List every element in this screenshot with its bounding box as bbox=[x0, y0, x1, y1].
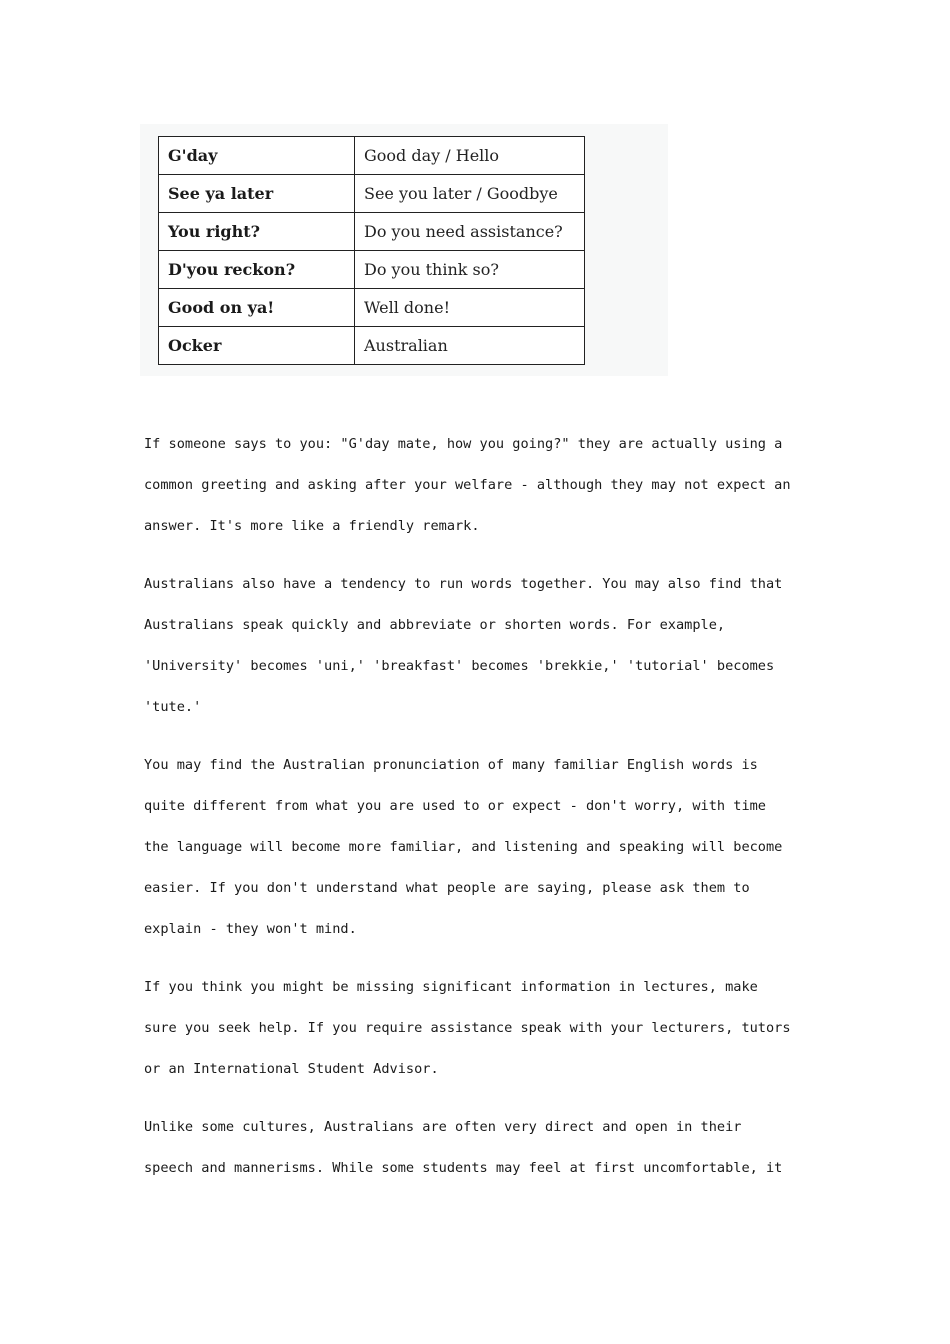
table-row bbox=[159, 137, 585, 175]
slang-meaning: Australian bbox=[355, 327, 585, 365]
text-line: Australians speak quickly and abbreviate or shorten words. For example, bbox=[144, 617, 726, 633]
text-line: 'University' becomes 'uni,' 'breakfast' becomes 'brekkie,' 'tutorial' becomes bbox=[144, 658, 775, 674]
text-line: You may find the Australian pronunciation of many familiar English words is bbox=[144, 757, 758, 773]
slang-meaning: Well done! bbox=[355, 289, 585, 327]
text-line: answer. It's more like a friendly remark. bbox=[144, 518, 480, 534]
text-line: easier. If you don't understand what people are saying, please ask them to bbox=[144, 880, 750, 896]
paragraph-lectures bbox=[144, 967, 824, 1090]
slang-term: See ya later bbox=[159, 175, 355, 213]
slang-meaning: Do you need assistance? bbox=[355, 213, 585, 251]
paragraph-greeting bbox=[144, 424, 824, 547]
slang-term: You right? bbox=[159, 213, 355, 251]
slang-meaning: See you later / Goodbye bbox=[355, 175, 585, 213]
table-row bbox=[159, 327, 585, 365]
body-text bbox=[144, 424, 824, 1206]
slang-term: Ocker bbox=[159, 327, 355, 365]
paragraph-abbreviations bbox=[144, 564, 824, 728]
slang-meaning: Do you think so? bbox=[355, 251, 585, 289]
text-line: common greeting and asking after your welfare - although they may not expect an bbox=[144, 477, 791, 493]
text-line: speech and mannerisms. While some students may feel at first uncomfortable, it bbox=[144, 1160, 783, 1176]
table-row bbox=[159, 175, 585, 213]
slang-term: G'day bbox=[159, 137, 355, 175]
text-line: sure you seek help. If you require assistance speak with your lecturers, tutors bbox=[144, 1020, 791, 1036]
text-line: quite different from what you are used to or expect - don't worry, with time bbox=[144, 798, 766, 814]
text-line: If you think you might be missing significant information in lectures, make bbox=[144, 979, 758, 995]
slang-term: Good on ya! bbox=[159, 289, 355, 327]
slang-meaning: Good day / Hello bbox=[355, 137, 585, 175]
text-line: Australians also have a tendency to run words together. You may also find that bbox=[144, 576, 783, 592]
text-line: 'tute.' bbox=[144, 699, 202, 715]
table-row bbox=[159, 289, 585, 327]
slang-term: D'you reckon? bbox=[159, 251, 355, 289]
text-line: or an International Student Advisor. bbox=[144, 1061, 439, 1077]
slang-table bbox=[158, 136, 585, 365]
table-row bbox=[159, 213, 585, 251]
text-line: the language will become more familiar, and listening and speaking will become bbox=[144, 839, 783, 855]
table-row bbox=[159, 251, 585, 289]
text-line: explain - they won't mind. bbox=[144, 921, 357, 937]
paragraph-directness bbox=[144, 1107, 824, 1189]
text-line: If someone says to you: "G'day mate, how you going?" they are actually using a bbox=[144, 436, 783, 452]
paragraph-pronunciation bbox=[144, 745, 824, 950]
text-line: Unlike some cultures, Australians are often very direct and open in their bbox=[144, 1119, 742, 1135]
